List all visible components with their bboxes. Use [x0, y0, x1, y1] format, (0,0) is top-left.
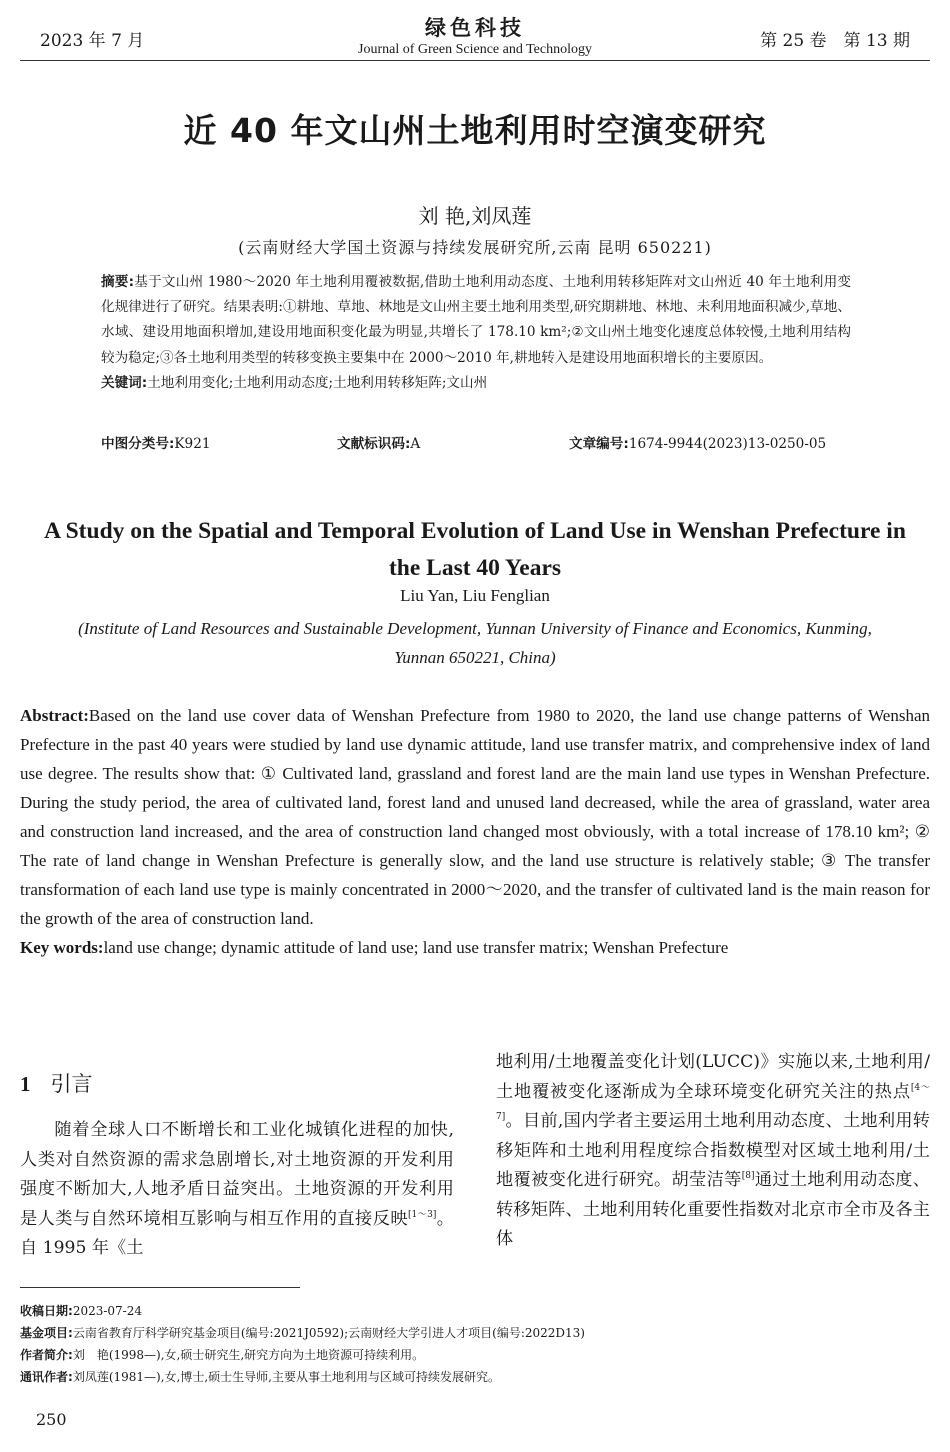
abstract-en-label: Abstract: — [20, 706, 89, 725]
page-number: 250 — [36, 1410, 67, 1429]
body-text-left-a: 随着全球人口不断增长和工业化城镇化进程的加快,人类对自然资源的需求急剧增长,对土地资源的开发利用强度不断加大,人地矛盾日益突出。土地资源的开发利用是人类与自然环境相互影响与相互作用的直接反映 — [20, 1120, 454, 1229]
header-date: 2023 年 7 月 — [40, 31, 145, 51]
footnote-received — [20, 1300, 930, 1322]
body-text-right-b: 。目前,国内学者主要运用土地利用动态度、土地利用转移矩阵和土地利用程度综合指数模型对区域土地利用/土地覆被变化进行研究。胡莹洁等 — [496, 1111, 930, 1190]
article-number-value: 1674-9944(2023)13-0250-05 — [628, 436, 827, 452]
doc-code — [337, 432, 420, 452]
section-number: 1 — [20, 1072, 31, 1096]
article-title-cn: 近 40 年文山州土地利用时空演变研究 — [183, 111, 767, 150]
keywords-en-label: Key words: — [20, 938, 104, 957]
keywords-en-text: land use change; dynamic attitude of land use; land use transfer matrix; Wenshan Prefecture — [103, 938, 729, 957]
abstract-cn-block — [101, 270, 851, 396]
corresponding-value: 刘凤莲(1981—),女,博士,硕士生导师,主要从事土地利用与区域可持续发展研究。 — [72, 1370, 500, 1384]
doc-code-label: 文献标识码: — [337, 436, 411, 452]
body-column-right — [496, 1048, 930, 1255]
footnote-divider — [20, 1287, 300, 1288]
author-value: 刘 艳(1998—),女,硕士研究生,研究方向为土地资源可持续利用。 — [72, 1348, 425, 1362]
article-title-en: A Study on the Spatial and Temporal Evolution of Land Use in Wenshan Prefecture in the Last 40 Years — [44, 518, 906, 581]
abstract-cn-text: 基于文山州 1980～2020 年土地利用覆被数据,借助土地利用动态度、土地利用转移矩阵对文山州近 40 年土地利用变化规律进行了研究。结果表明:①耕地、草地、林地是文山州主要土地利用类型,研究期耕地、林地、未利用地面积减少,草地、水域、建设用地面积增加,建设用地面积变化最为明显,共增长了 178.10 km²;②文山州土地变化速度总体较慢,土地利用结构较为稳定;③各土地利用类型的转移变换主要集中在 2000～2010 年,耕地转入是建设用地面积增长的主要原因。 — [101, 274, 852, 366]
article-number-label: 文章编号: — [569, 436, 629, 452]
fund-value: 云南省教育厅科学研究基金项目(编号:2021J0592);云南财经大学引进人才项目(编号:2022D13) — [72, 1326, 585, 1340]
article-number — [569, 432, 826, 452]
body-text-left-b: 。自 1995 年《土 — [20, 1208, 454, 1258]
received-value: 2023-07-24 — [72, 1304, 142, 1318]
journal-name-cn: 绿色科技 — [425, 16, 525, 40]
section-heading — [20, 1068, 93, 1098]
citation-1-3: [1～3] — [407, 1209, 437, 1220]
clc-code — [101, 432, 211, 452]
corresponding-label: 通讯作者: — [20, 1370, 73, 1384]
abstract-en-block — [20, 701, 930, 962]
body-column-left — [20, 1116, 454, 1264]
fund-label: 基金项目: — [20, 1326, 73, 1340]
citation-4-7: [4～7] — [496, 1082, 930, 1122]
author-label: 作者简介: — [20, 1348, 73, 1362]
keywords-en — [20, 933, 930, 962]
abstract-cn — [101, 270, 851, 371]
authors-en: Liu Yan, Liu Fenglian — [400, 586, 550, 605]
section-title: 引言 — [50, 1072, 93, 1096]
header-volume-issue: 第 25 卷 第 13 期 — [760, 31, 910, 51]
keywords-cn-text: 土地利用变化;土地利用动态度;土地利用转移矩阵;文山州 — [147, 374, 488, 391]
body-text-right-c: 通过土地利用动态度、转移矩阵、土地利用转化重要性指数对北京市全市及各主体 — [496, 1170, 930, 1249]
footnotes — [20, 1300, 930, 1388]
abstract-cn-label: 摘要: — [101, 274, 135, 290]
body-text-right-a: 地利用/土地覆盖变化计划(LUCC)》实施以来,土地利用/土地覆被变化逐渐成为全球环境变化研究关注的热点 — [496, 1052, 930, 1102]
header-divider — [20, 60, 930, 61]
affiliation-cn: (云南财经大学国土资源与持续发展研究所,云南 昆明 650221) — [238, 238, 712, 257]
clc-label: 中图分类号: — [101, 436, 175, 452]
abstract-en — [20, 701, 930, 933]
journal-name-en: Journal of Green Science and Technology — [358, 42, 592, 57]
affiliation-en: (Institute of Land Resources and Sustainable Development, Yunnan University of Finance and Economics, Kunming, Yunnan 650221, China) — [78, 619, 872, 667]
keywords-cn-label: 关键词: — [101, 374, 148, 391]
footnote-corresponding — [20, 1366, 930, 1388]
authors-cn: 刘 艳,刘凤莲 — [418, 204, 532, 228]
doc-code-value: A — [410, 436, 421, 452]
clc-value: K921 — [174, 436, 211, 452]
keywords-cn — [101, 371, 851, 396]
received-label: 收稿日期: — [20, 1304, 73, 1318]
abstract-en-text: Based on the land use cover data of Wenshan Prefecture from 1980 to 2020, the land use change patterns of Wenshan Prefecture in the past 40 years were studied by land use dynamic attitude, land use transfer matrix, and comprehensive index of land use degree. The results show that: ① Cultivated land, grassland and forest land are the main land use types in Wenshan Prefecture. During the study period, the area of cultivated land, forest land and unused land decreased, while the area of grassland, water area and construction land increased, and the area of construction land changed most obviously, with a total increase of 178.10 km²; ② The rate of land change in Wenshan Prefecture is generally slow, and the land use structure is relatively stable; ③ The transfer transformation of each land use type is mainly concentrated in 2000～2020, and the transfer of cultivated land is the main reason for the growth of the area of construction land. — [20, 706, 930, 928]
footnote-author — [20, 1344, 930, 1366]
citation-8: [8] — [741, 1171, 755, 1181]
footnote-fund — [20, 1322, 930, 1344]
